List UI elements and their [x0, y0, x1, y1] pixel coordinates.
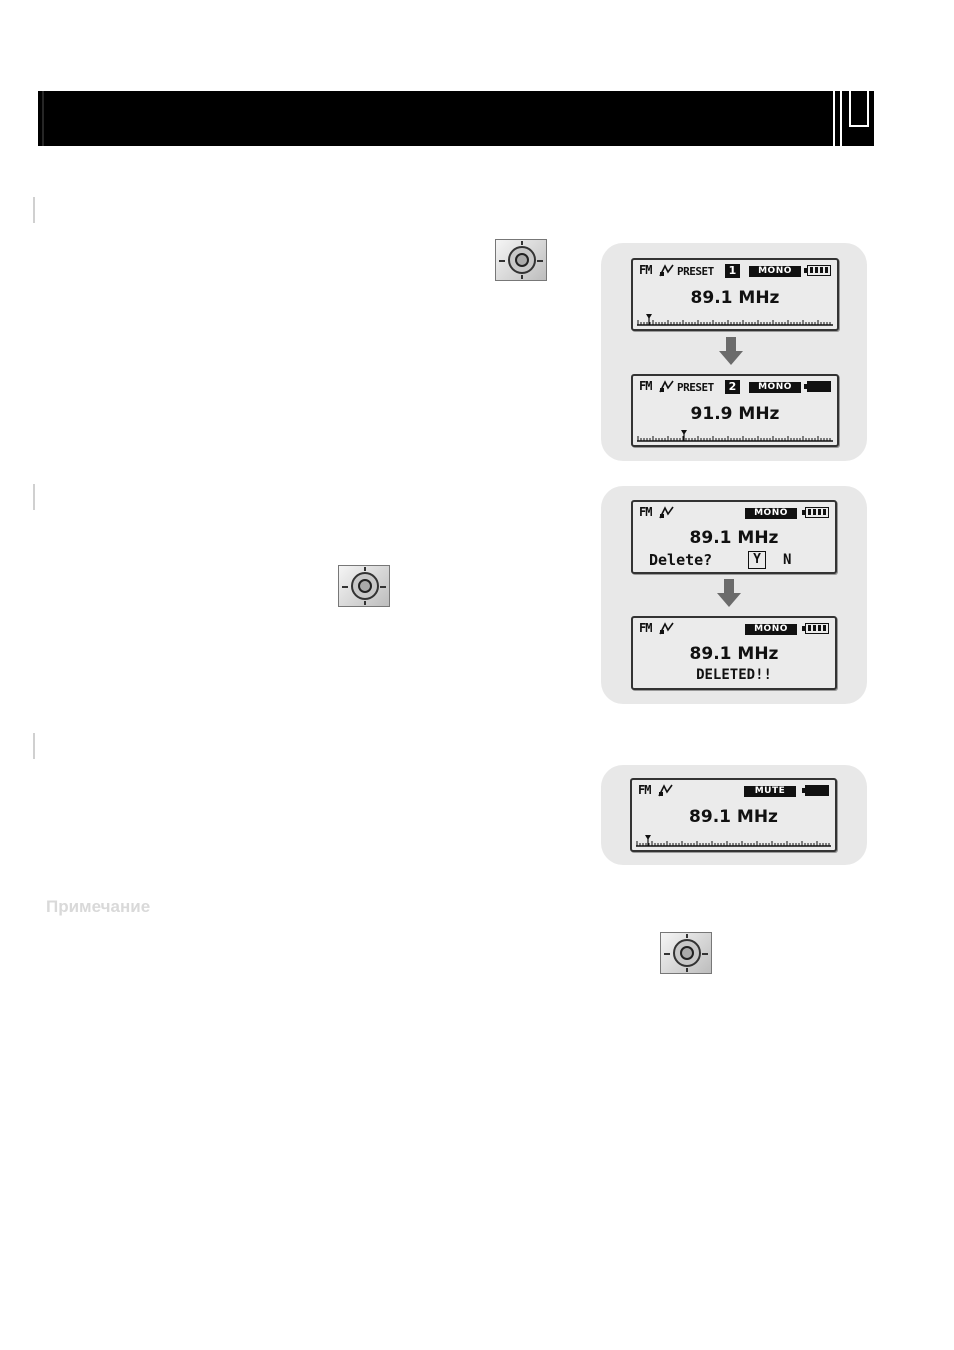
- tuning-scale: [636, 835, 831, 847]
- lcd-screen-delete-prompt: [631, 500, 837, 574]
- frequency-display: 91.9 MHz: [690, 404, 780, 424]
- frequency-display: 89.1 MHz: [690, 288, 780, 308]
- jog-button-icon: [660, 932, 712, 974]
- battery-icon: [805, 507, 829, 518]
- fm-label: FM: [638, 783, 651, 797]
- section-marker: [33, 484, 35, 510]
- battery-icon: [807, 381, 831, 392]
- frequency-display: 89.1 MHz: [689, 528, 779, 548]
- yes-option: Y: [748, 551, 766, 569]
- delete-panel: [601, 486, 867, 704]
- lcd-screen-deleted: [631, 616, 837, 690]
- section-marker: [33, 197, 35, 223]
- jog-button-icon: [495, 239, 547, 281]
- mode-badge: MONO: [745, 508, 797, 519]
- preset-number: 2: [725, 380, 740, 394]
- mute-panel: [601, 765, 867, 865]
- antenna-icon: [659, 622, 675, 635]
- note-heading: Примечание: [46, 897, 151, 916]
- tuning-scale: [637, 314, 833, 326]
- mode-badge: MONO: [745, 624, 797, 635]
- fm-label: FM: [639, 505, 652, 519]
- mode-badge: MUTE: [744, 786, 796, 797]
- fm-label: FM: [639, 379, 652, 393]
- lcd-screen-preset-1: [631, 258, 839, 331]
- tuning-scale: [637, 430, 833, 442]
- lcd-screen-preset-2: [631, 374, 839, 447]
- frequency-display: 89.1 MHz: [689, 807, 778, 827]
- header-tab-decoration: [835, 91, 874, 146]
- lcd-screen-mute: [630, 778, 837, 852]
- arrow-down-icon: [717, 579, 741, 607]
- fm-label: FM: [639, 621, 652, 635]
- mode-badge: MONO: [749, 266, 801, 277]
- frequency-display: 89.1 MHz: [689, 644, 779, 664]
- battery-icon: [805, 785, 829, 796]
- preset-number: 1: [725, 264, 740, 278]
- battery-icon: [807, 265, 831, 276]
- preset-label: PRESET: [677, 381, 714, 394]
- mode-badge: MONO: [749, 382, 801, 393]
- section-marker: [33, 733, 35, 759]
- arrow-down-icon: [719, 337, 743, 365]
- antenna-icon: [659, 264, 675, 277]
- deleted-message: DELETED!!: [696, 667, 772, 683]
- antenna-icon: [659, 380, 675, 393]
- preset-panel: [601, 243, 867, 461]
- jog-button-icon: [338, 565, 390, 607]
- antenna-icon: [659, 506, 675, 519]
- no-option: N: [783, 552, 792, 568]
- preset-label: PRESET: [677, 265, 714, 278]
- battery-icon: [805, 623, 829, 634]
- header-bar: [38, 91, 833, 146]
- fm-label: FM: [639, 263, 652, 277]
- delete-prompt-text: Delete?: [649, 551, 713, 569]
- antenna-icon: [658, 784, 674, 797]
